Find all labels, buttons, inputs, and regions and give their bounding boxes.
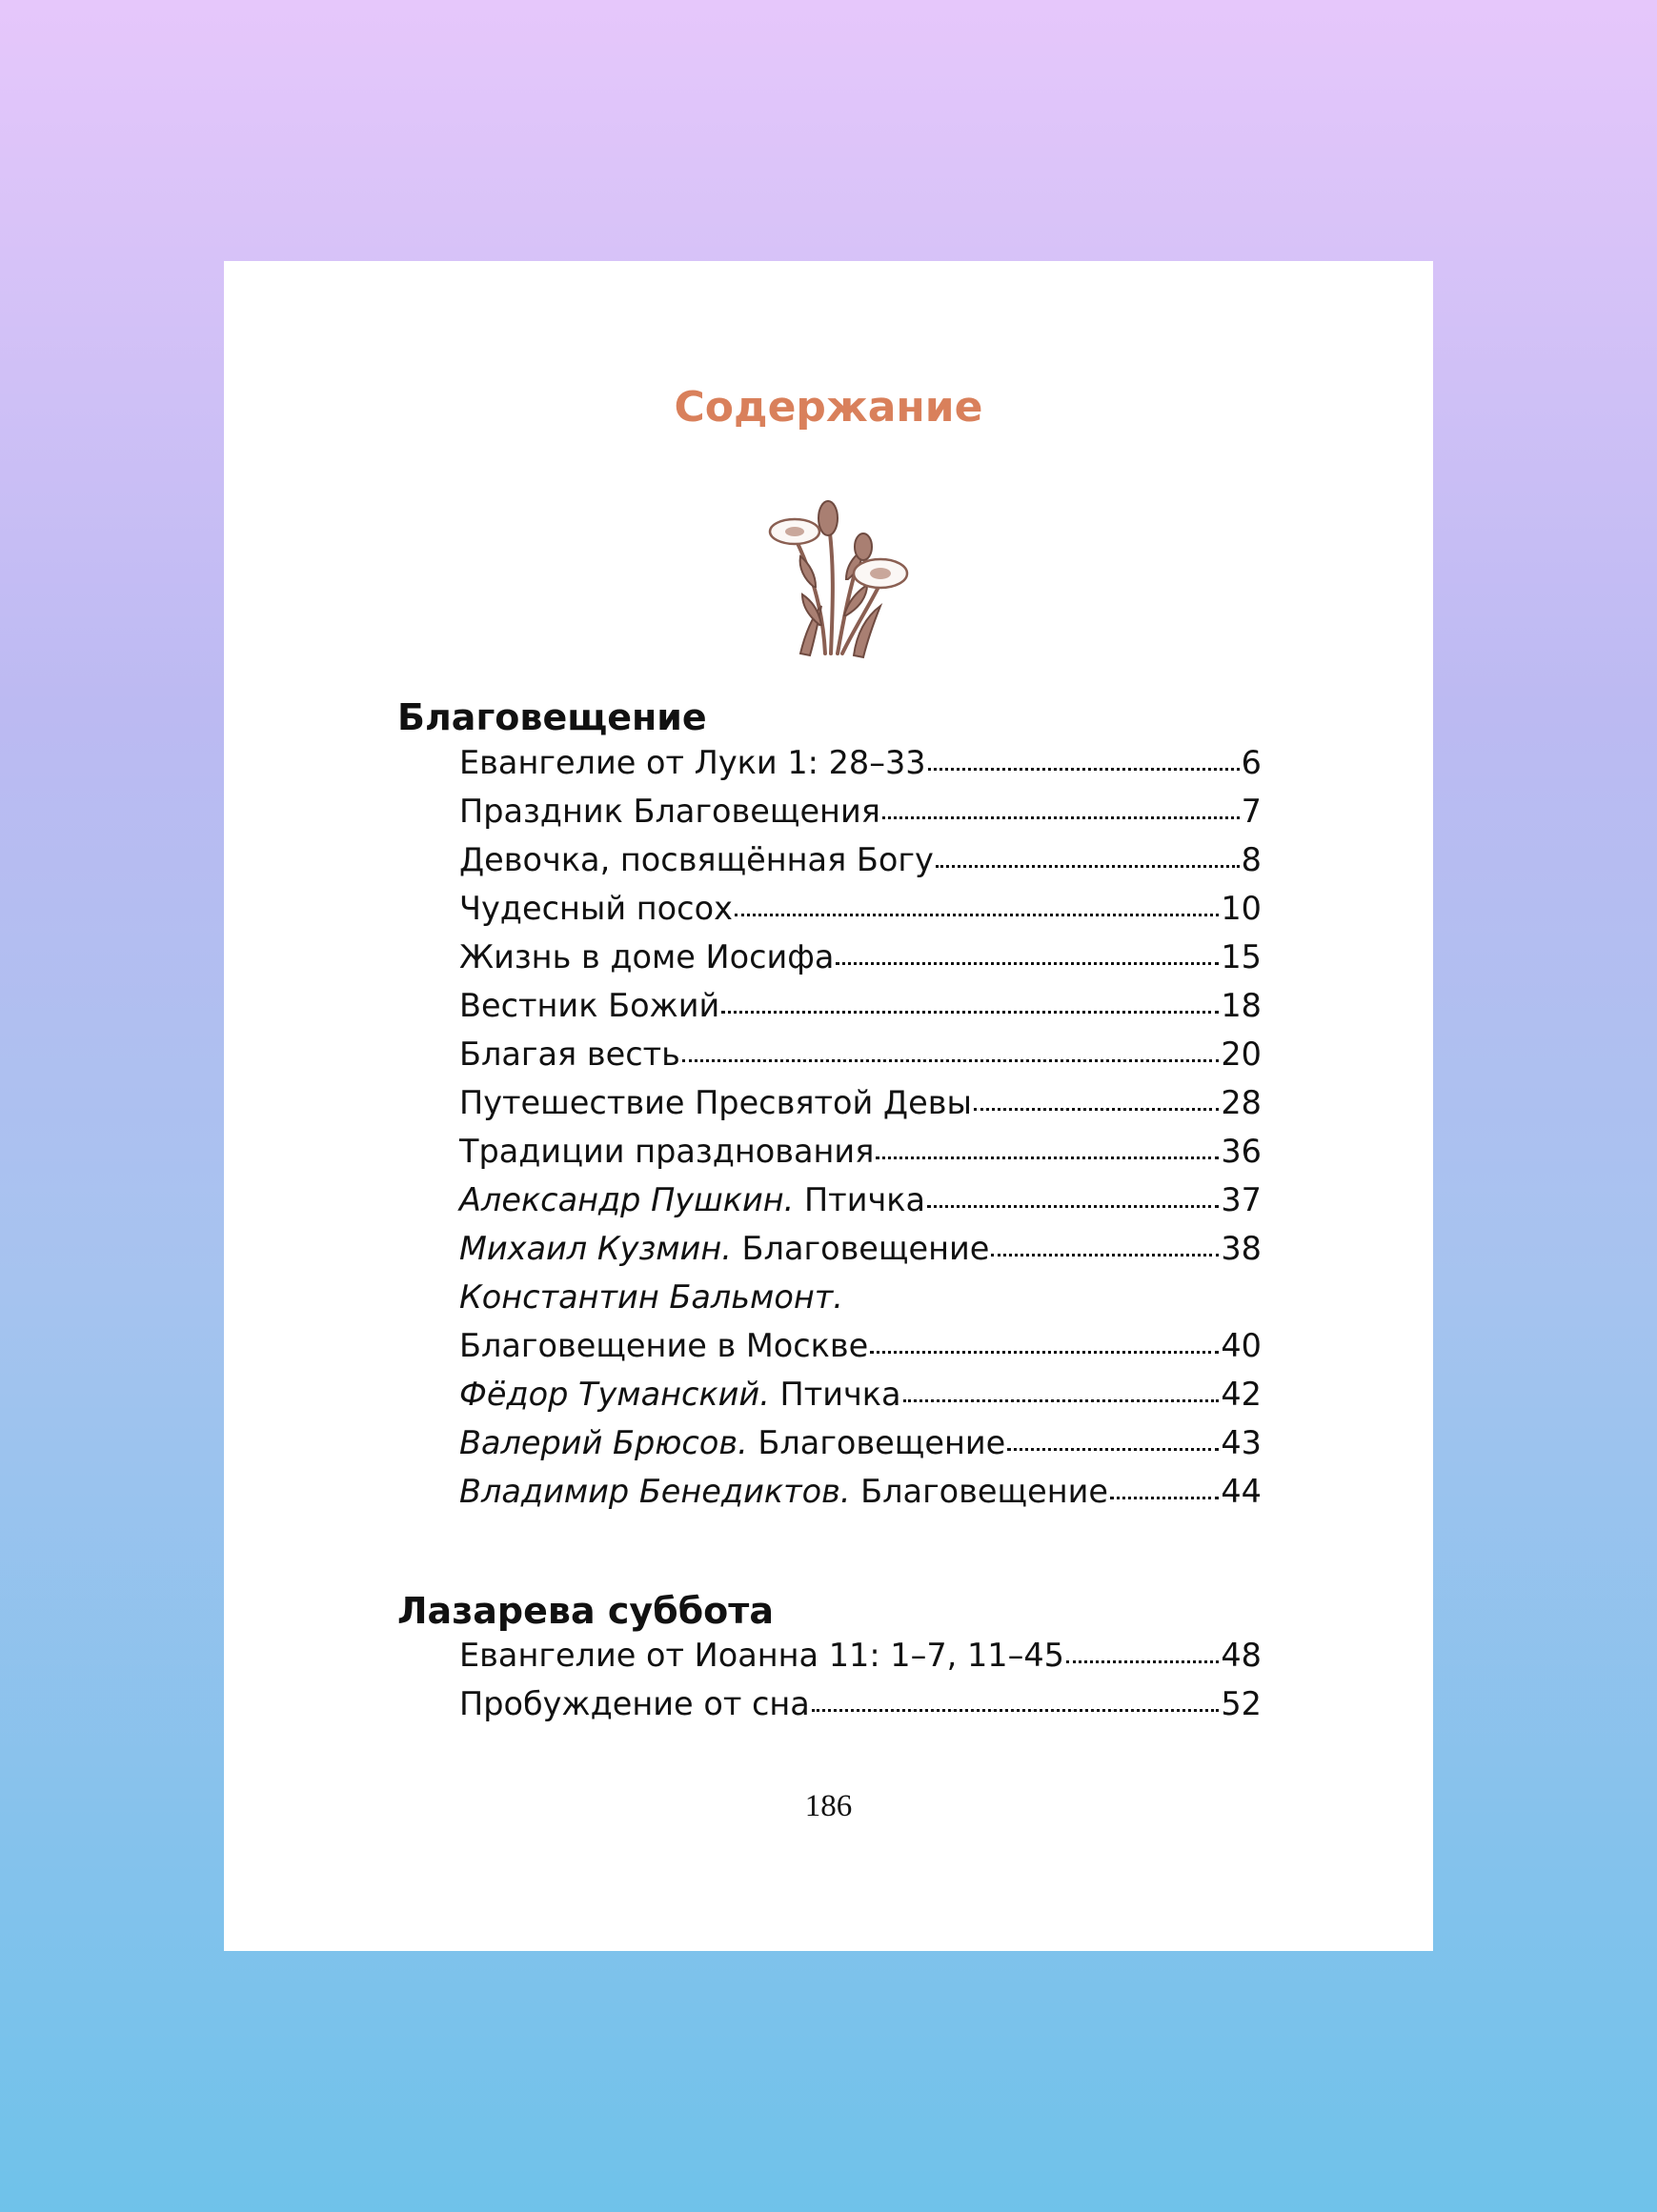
toc-entry[interactable] — [459, 987, 1262, 1036]
toc-entry[interactable] — [459, 1036, 1262, 1084]
entry-page: 48 — [1221, 1637, 1262, 1674]
entry-title — [459, 1473, 1108, 1510]
toc-entry[interactable] — [459, 1230, 1262, 1278]
entry-title: Жизнь в доме Иосифа — [459, 938, 835, 975]
dot-leader — [1007, 1448, 1219, 1451]
entry-title — [459, 1278, 843, 1316]
entry-page: 38 — [1221, 1230, 1262, 1267]
entry-title: Чудесный посох — [459, 890, 733, 927]
entry-title: Традиции празднования — [459, 1133, 875, 1170]
toc-entry-author-line — [459, 1278, 1262, 1327]
entry-title: Вестник Божий — [459, 987, 720, 1024]
dot-leader — [836, 962, 1219, 965]
toc-entry[interactable] — [459, 1473, 1262, 1521]
entry-title — [459, 1230, 989, 1267]
entry-page: 15 — [1221, 938, 1262, 975]
dot-leader — [903, 1399, 1220, 1402]
dot-leader — [876, 1156, 1219, 1159]
toc-entry[interactable] — [459, 1637, 1262, 1685]
entry-page: 7 — [1241, 793, 1262, 830]
toc-entry[interactable] — [459, 1424, 1262, 1473]
entry-title: Благая весть — [459, 1036, 680, 1073]
entry-title: Евангелие от Луки 1: 28–33 — [459, 744, 926, 781]
toc-entry[interactable] — [459, 1084, 1262, 1133]
toc-entry[interactable] — [459, 1181, 1262, 1230]
dot-leader — [1110, 1497, 1219, 1499]
toc-title: Содержание — [674, 383, 983, 432]
entry-title — [459, 1181, 925, 1218]
toc-entry[interactable] — [459, 841, 1262, 890]
toc-entry[interactable] — [459, 1685, 1262, 1734]
dot-leader — [812, 1709, 1220, 1712]
dot-leader — [928, 768, 1240, 771]
entry-title: Евангелие от Иоанна 11: 1–7, 11–45 — [459, 1637, 1064, 1674]
toc-entry[interactable] — [459, 1133, 1262, 1181]
toc-entry[interactable] — [459, 1327, 1262, 1376]
entry-title: Пробуждение от сна — [459, 1685, 810, 1722]
entry-title — [459, 1376, 901, 1413]
entry-page: 28 — [1221, 1084, 1262, 1121]
toc-entry[interactable] — [459, 793, 1262, 841]
dot-leader — [721, 1011, 1219, 1014]
entry-author: Константин Бальмонт. — [459, 1278, 843, 1316]
dot-leader — [735, 914, 1219, 916]
book-page — [224, 261, 1433, 1951]
entry-title: Девочка, посвящённая Богу — [459, 841, 934, 878]
entry-title: Праздник Благовещения — [459, 793, 880, 830]
entry-page: 10 — [1221, 890, 1262, 927]
entry-page: 44 — [1221, 1473, 1262, 1510]
entry-page: 43 — [1221, 1424, 1262, 1461]
entry-page: 36 — [1221, 1133, 1262, 1170]
entry-work: Птичка — [803, 1181, 926, 1218]
dot-leader — [927, 1205, 1219, 1208]
section-heading: Лазарева суббота — [397, 1590, 774, 1632]
dot-leader — [870, 1351, 1219, 1354]
entry-title: Путешествие Пресвятой Девы — [459, 1084, 972, 1121]
toc-entry[interactable] — [459, 1376, 1262, 1424]
toc-entry[interactable] — [459, 890, 1262, 938]
entry-work: Благовещение — [741, 1230, 990, 1267]
entry-page: 8 — [1241, 841, 1262, 878]
dot-leader — [936, 865, 1240, 868]
entry-work: Благовещение — [860, 1473, 1108, 1510]
entry-author: Валерий Брюсов. — [459, 1424, 748, 1461]
toc-entry[interactable] — [459, 744, 1262, 793]
dot-leader — [682, 1059, 1219, 1062]
entry-page: 52 — [1221, 1685, 1262, 1722]
entry-title — [459, 1424, 1005, 1461]
entry-work: Благовещение — [758, 1424, 1006, 1461]
page-number: 186 — [804, 1789, 853, 1823]
dot-leader — [991, 1254, 1219, 1257]
dot-leader — [1066, 1660, 1219, 1663]
entry-page: 37 — [1221, 1181, 1262, 1218]
dot-leader — [974, 1108, 1219, 1111]
entry-page: 42 — [1221, 1376, 1262, 1413]
entry-author: Александр Пушкин. — [459, 1181, 795, 1218]
dot-leader — [882, 816, 1240, 819]
toc-entry[interactable] — [459, 938, 1262, 987]
entry-author: Михаил Кузмин. — [459, 1230, 732, 1267]
section-heading: Благовещение — [397, 696, 707, 738]
entry-page: 6 — [1241, 744, 1262, 781]
entry-author: Владимир Бенедиктов. — [459, 1473, 851, 1510]
entry-work: Птичка — [779, 1376, 901, 1413]
entry-page: 20 — [1221, 1036, 1262, 1073]
entry-author: Фёдор Туманский. — [459, 1376, 770, 1413]
flower-illustration-icon — [747, 473, 919, 663]
entry-title: Благовещение в Москве — [459, 1327, 869, 1364]
entry-page: 18 — [1221, 987, 1262, 1024]
entry-page: 40 — [1221, 1327, 1262, 1364]
